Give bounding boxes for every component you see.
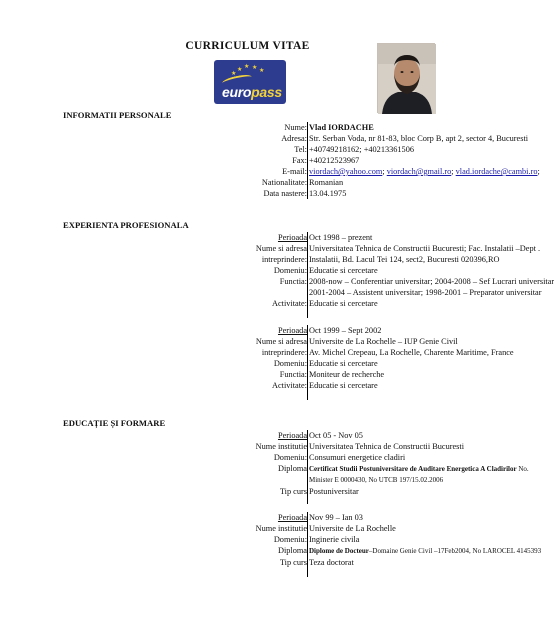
job-employer bbox=[0, 336, 495, 347]
profile-photo bbox=[377, 43, 435, 113]
field-label: E-mail: bbox=[282, 167, 307, 176]
field-label: Nume si adresa bbox=[255, 337, 307, 346]
field-value: Vlad IORDACHE bbox=[309, 123, 374, 132]
field-label: intreprindere: bbox=[261, 255, 307, 264]
field-label: Fax: bbox=[292, 156, 307, 165]
star-icon: ★ bbox=[244, 64, 250, 70]
field-label: Perioada bbox=[277, 513, 307, 522]
job-activity bbox=[0, 380, 495, 391]
field-value: 2001-2004 – Assistent universitar; 1998-2001 – Preparator universitar bbox=[309, 288, 542, 297]
personal-row-fax bbox=[0, 155, 495, 166]
edu-course-type bbox=[0, 486, 495, 497]
field-value: Minister E 0000430, No UTCB 197/15.02.2006 bbox=[309, 476, 444, 484]
field-value: Instalatii, Bd. Lacul Tei 124, sect2, Bucuresti 020396,RO bbox=[309, 255, 500, 264]
field-label: Nume: bbox=[284, 123, 307, 132]
field-value: 13.04.1975 bbox=[309, 189, 347, 198]
personal-row-tel bbox=[0, 144, 495, 155]
job-employer bbox=[0, 243, 541, 254]
edu-institution bbox=[0, 441, 495, 452]
field-label: Adresa: bbox=[281, 134, 307, 143]
field-label: Tel: bbox=[294, 145, 307, 154]
star-icon: ★ bbox=[259, 68, 265, 74]
field-value: Educatie si cercetare bbox=[309, 381, 378, 390]
edu-diploma-cont bbox=[0, 474, 495, 485]
field-value: Nov 99 – Ian 03 bbox=[309, 513, 363, 522]
edu-course-type bbox=[0, 557, 495, 568]
field-value: Educatie si cercetare bbox=[309, 266, 378, 275]
field-value: Oct 05 - Nov 05 bbox=[309, 431, 363, 440]
europass-wordmark: europass bbox=[222, 84, 282, 100]
star-icon: ★ bbox=[252, 65, 258, 71]
job-employer-cont bbox=[0, 254, 500, 265]
edu-domain bbox=[0, 534, 495, 545]
field-value: +40212523967 bbox=[309, 156, 360, 165]
field-label: Domeniu: bbox=[273, 266, 307, 275]
personal-row-name bbox=[0, 122, 495, 133]
field-value: Universite de La Rochelle bbox=[309, 524, 396, 533]
email-link[interactable]: viordach@yahoo.com bbox=[309, 167, 383, 176]
edu-domain bbox=[0, 452, 495, 463]
field-label: Activitate: bbox=[271, 381, 307, 390]
field-value: 2008-now – Conferentiar universitar; 2004-2008 – Sef Lucrari universitar bbox=[309, 277, 554, 286]
field-label: Perioada bbox=[277, 233, 307, 242]
field-value: Av. Michel Crepeau, La Rochelle, Charente Maritime, France bbox=[309, 348, 514, 357]
job-function bbox=[0, 276, 554, 287]
field-label: intreprindere: bbox=[261, 348, 307, 357]
field-value: Inginerie civila bbox=[309, 535, 360, 544]
field-value: Universitatea Tehnica de Constructii Bucuresti; Fac. Instalatii –Dept . bbox=[309, 244, 541, 253]
field-value: Str. Serban Voda, nr 81-83, bloc Corp B, apt 2, sector 4, Bucuresti bbox=[309, 134, 529, 143]
field-value: Certificat Studii Postuniversitare de Auditare Energetica A Cladirilor No. bbox=[309, 465, 529, 473]
email-link[interactable]: viordach@gmail.ro bbox=[386, 167, 452, 176]
field-label: Diploma bbox=[277, 546, 307, 555]
field-value: Postuniversitar bbox=[309, 487, 359, 496]
field-value: Moniteur de recherche bbox=[309, 370, 385, 379]
job-function-cont bbox=[0, 287, 542, 298]
field-label: Diploma bbox=[277, 464, 307, 473]
star-icon: ★ bbox=[237, 67, 243, 73]
field-value: Consumuri energetice cladiri bbox=[309, 453, 406, 462]
personal-row-birthdate bbox=[0, 188, 495, 199]
field-label: Tip curs bbox=[279, 558, 307, 567]
europass-logo bbox=[214, 60, 286, 104]
field-value: Educatie si cercetare bbox=[309, 359, 378, 368]
edu-diploma bbox=[0, 463, 529, 474]
personal-row-email bbox=[0, 166, 540, 177]
field-label: Nume institutie bbox=[255, 524, 307, 533]
section-experience-heading: EXPERIENTA PROFESIONALA bbox=[63, 220, 189, 230]
field-value: Educatie si cercetare bbox=[309, 299, 378, 308]
field-label: Tip curs bbox=[279, 487, 307, 496]
star-icon: ★ bbox=[231, 71, 237, 77]
personal-row-nationality bbox=[0, 177, 495, 188]
section-personal-heading: INFORMATII PERSONALE bbox=[63, 110, 172, 120]
section-education-heading: EDUCAȚIE ȘI FORMARE bbox=[63, 418, 166, 428]
email-link[interactable]: vlad.iordache@cambi.ro bbox=[455, 167, 538, 176]
field-label: Activitate: bbox=[271, 299, 307, 308]
field-value: Universitatea Tehnica de Constructii Bucuresti bbox=[309, 442, 465, 451]
cv-title: CURRICULUM VITAE bbox=[185, 40, 310, 52]
edu-period bbox=[0, 430, 495, 441]
field-label: Domeniu: bbox=[273, 359, 307, 368]
field-label: Nume si adresa bbox=[255, 244, 307, 253]
job-domain bbox=[0, 265, 495, 276]
field-value: Romanian bbox=[309, 178, 344, 187]
field-label: Functia: bbox=[279, 277, 307, 286]
job-function bbox=[0, 369, 495, 380]
personal-row-address bbox=[0, 133, 529, 144]
edu-institution bbox=[0, 523, 495, 534]
edu-diploma bbox=[0, 545, 542, 556]
field-label: Perioada bbox=[277, 326, 307, 335]
job-period bbox=[0, 325, 495, 336]
field-value: Diplome de Docteur–Domaine Genie Civil –17Feb2004, No LAROCEL 4145393 bbox=[309, 547, 542, 555]
field-label: Domeniu: bbox=[273, 535, 307, 544]
field-label: Functia: bbox=[279, 370, 307, 379]
field-value: Oct 1998 – prezent bbox=[309, 233, 373, 242]
field-value: Universite de La Rochelle – IUP Genie Civil bbox=[309, 337, 458, 346]
edu-period bbox=[0, 512, 495, 523]
job-activity bbox=[0, 298, 495, 309]
job-period bbox=[0, 232, 495, 243]
field-label: Domeniu: bbox=[273, 453, 307, 462]
field-value: Oct 1999 – Sept 2002 bbox=[309, 326, 382, 335]
field-value: +40749218162; +40213361506 bbox=[309, 145, 415, 154]
field-label: Nationalitate: bbox=[261, 178, 307, 187]
job-employer-cont bbox=[0, 347, 514, 358]
field-label: Perioada bbox=[277, 431, 307, 440]
field-value: viordach@yahoo.com; viordach@gmail.ro; vlad.iordache@cambi.ro; bbox=[309, 167, 540, 176]
field-label: Nume institutie bbox=[255, 442, 307, 451]
job-domain bbox=[0, 358, 495, 369]
field-label: Data nastere: bbox=[263, 189, 307, 198]
field-value: Teza doctorat bbox=[309, 558, 354, 567]
